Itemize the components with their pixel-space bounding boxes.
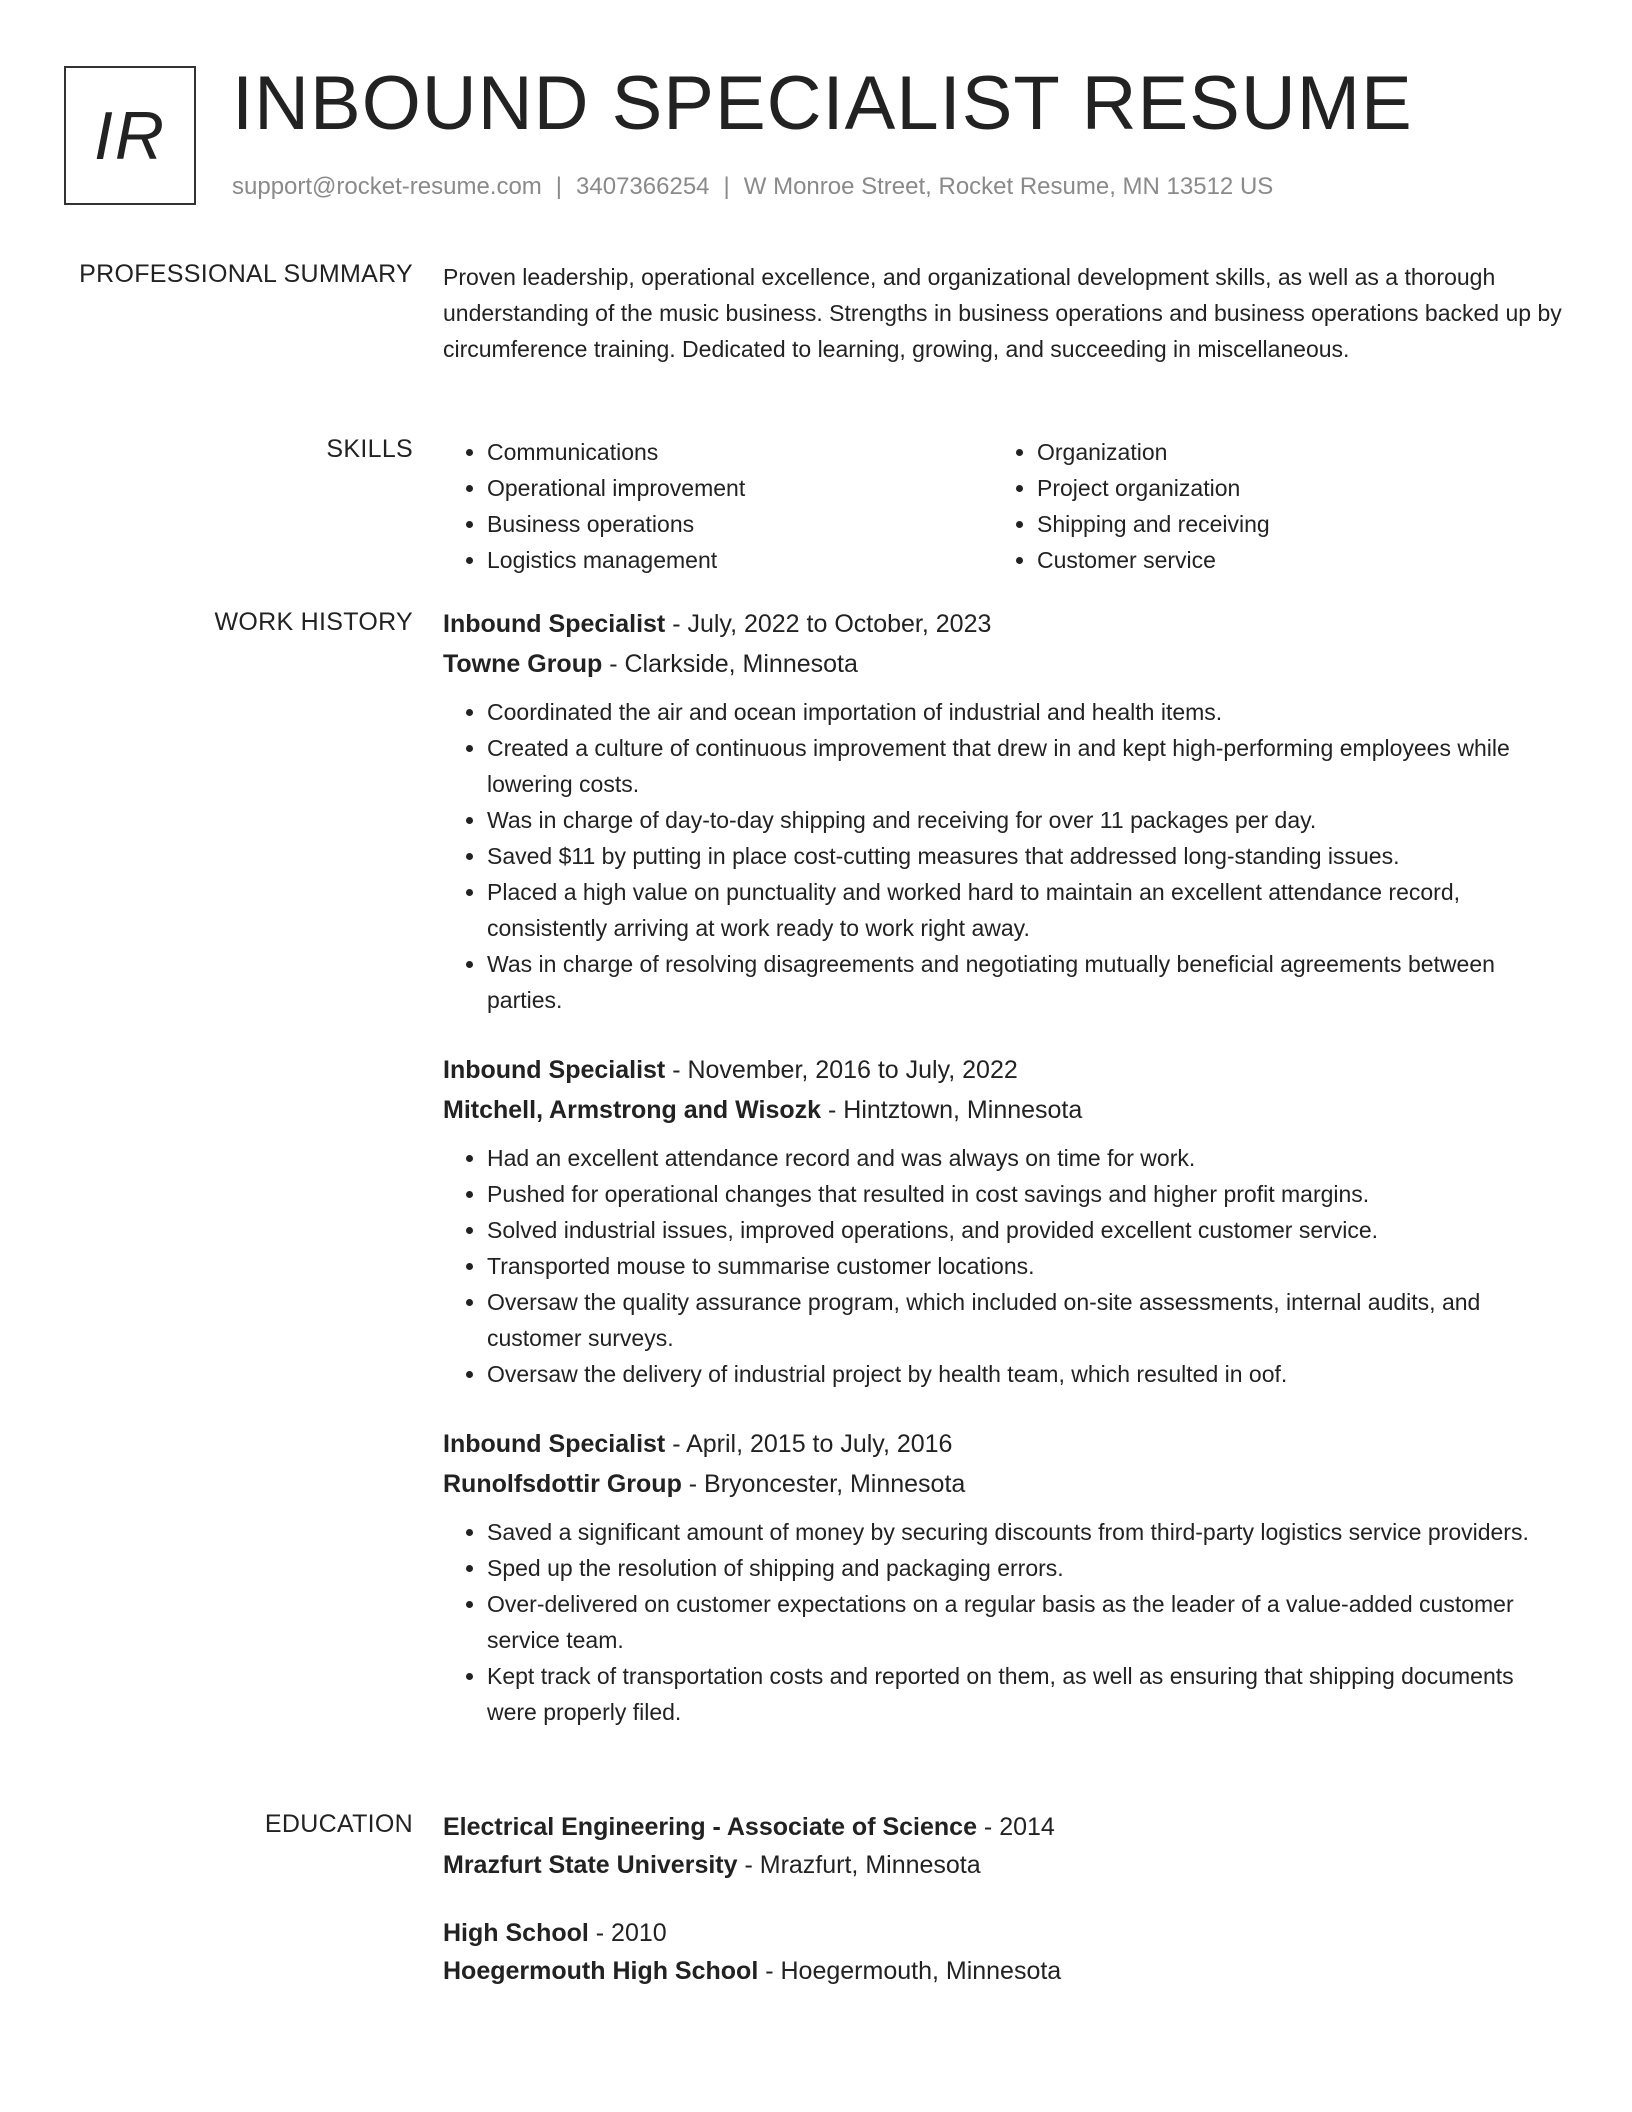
job-entry — [443, 1050, 1563, 1392]
job-location: - Hintztown, Minnesota — [821, 1096, 1083, 1124]
education-degree: Electrical Engineering - Associate of Science — [443, 1813, 977, 1841]
job-title: Inbound Specialist — [443, 1430, 666, 1458]
job-company-line — [443, 1464, 1563, 1504]
skill-item: • Customer service — [1037, 542, 1543, 578]
job-bullet: • Placed a high value on punctuality and worked hard to maintain an excellent attendance record, consistently arriving at work ready to work right away. — [487, 874, 1563, 946]
job-title: Inbound Specialist — [443, 610, 666, 638]
job-bullet: • Sped up the resolution of shipping and packaging errors. — [487, 1550, 1563, 1586]
contact-separator: | — [555, 173, 563, 200]
job-bullets — [443, 1514, 1563, 1730]
skills-list-left — [443, 434, 993, 578]
job-bullet: • Saved $11 by putting in place cost-cutting measures that addressed long-standing issues. — [487, 838, 1563, 874]
contact-phone[interactable]: 3407366254 — [576, 173, 710, 200]
job-bullets — [443, 1140, 1563, 1392]
monogram-logo: IR — [64, 66, 196, 205]
job-bullet: • Kept track of transportation costs and reported on them, as well as ensuring that shipping documents were properly filed. — [487, 1658, 1563, 1730]
education-school-line — [443, 1952, 1563, 1990]
work-history-heading: WORK HISTORY — [214, 608, 413, 636]
job-bullet: • Transported mouse to summarise customer locations. — [487, 1248, 1563, 1284]
education-year: - 2010 — [588, 1919, 667, 1947]
job-company: Runolfsdottir Group — [443, 1470, 682, 1498]
job-title-line — [443, 1050, 1563, 1090]
summary-body — [443, 259, 1563, 367]
job-company-line — [443, 644, 1563, 684]
job-dates: - July, 2022 to October, 2023 — [665, 610, 992, 638]
skills-body — [443, 434, 1563, 578]
job-title: Inbound Specialist — [443, 1056, 666, 1084]
contact-separator: | — [723, 173, 730, 200]
job-company: Mitchell, Armstrong and Wisozk — [443, 1096, 822, 1124]
job-title-line — [443, 1424, 1563, 1464]
job-bullet: • Pushed for operational changes that resulted in cost savings and higher profit margins. — [487, 1176, 1563, 1212]
education-degree: High School — [443, 1919, 589, 1947]
contact-line — [232, 173, 1273, 201]
job-bullet: • Was in charge of resolving disagreements and negotiating mutually beneficial agreements between parties. — [487, 946, 1563, 1018]
education-heading: EDUCATION — [264, 1810, 413, 1838]
education-year: - 2014 — [976, 1813, 1055, 1841]
education-entry — [443, 1808, 1563, 1884]
skill-item: • Operational improvement — [487, 470, 993, 506]
job-bullet: • Oversaw the delivery of industrial project by health team, which resulted in oof. — [487, 1356, 1563, 1392]
job-dates: - November, 2016 to July, 2022 — [665, 1056, 1018, 1084]
resume-header — [64, 61, 1564, 216]
job-bullet: • Over-delivered on customer expectations on a regular basis as the leader of a value-added customer service team. — [487, 1586, 1563, 1658]
job-bullet: • Created a culture of continuous improvement that drew in and kept high-performing employees while lowering costs. — [487, 730, 1563, 802]
job-entry — [443, 1424, 1563, 1730]
job-entry — [443, 604, 1563, 1018]
education-degree-line — [443, 1808, 1563, 1846]
job-title-line — [443, 604, 1563, 644]
skill-item: • Communications — [487, 434, 993, 470]
skill-item: • Shipping and receiving — [1037, 506, 1543, 542]
education-entry — [443, 1914, 1563, 1990]
work-history-body — [443, 604, 1563, 1762]
skills-heading: SKILLS — [326, 435, 413, 463]
skill-item: • Project organization — [1037, 470, 1543, 506]
job-location: - Clarkside, Minnesota — [602, 650, 858, 678]
job-location: - Bryoncester, Minnesota — [681, 1470, 966, 1498]
job-bullet: • Oversaw the quality assurance program, which included on-site assessments, internal audits, and customer surveys. — [487, 1284, 1563, 1356]
education-school: Mrazfurt State University — [443, 1851, 738, 1879]
education-location: - Hoegermouth, Minnesota — [758, 1957, 1062, 1985]
skills-grid — [443, 434, 1543, 578]
job-dates: - April, 2015 to July, 2016 — [665, 1430, 953, 1458]
job-company-line — [443, 1090, 1563, 1130]
job-bullet: • Saved a significant amount of money by securing discounts from third-party logistics service providers. — [487, 1514, 1563, 1550]
skills-list-right — [993, 434, 1543, 578]
summary-text: Proven leadership, operational excellence, and organizational development skills, as well as a thorough understanding of the music business. Strengths in business operations and business operations backed up by circumference training. Dedicated to learning, growing, and succeeding in miscellaneous. — [443, 264, 1562, 362]
skill-item: • Business operations — [487, 506, 993, 542]
job-bullet: • Solved industrial issues, improved operations, and provided excellent customer service. — [487, 1212, 1563, 1248]
education-body — [443, 1808, 1563, 2020]
job-bullet: • Was in charge of day-to-day shipping and receiving for over 11 packages per day. — [487, 802, 1563, 838]
resume-title: INBOUND SPECIALIST RESUME — [232, 61, 1413, 146]
education-degree-line — [443, 1914, 1563, 1952]
skill-item: • Organization — [1037, 434, 1543, 470]
contact-address: W Monroe Street, Rocket Resume, MN 13512 US — [743, 173, 1274, 200]
summary-heading: PROFESSIONAL SUMMARY — [79, 260, 413, 288]
job-company: Towne Group — [443, 650, 603, 678]
education-location: - Mrazfurt, Minnesota — [737, 1851, 981, 1879]
education-school: Hoegermouth High School — [443, 1957, 759, 1985]
skill-item: • Logistics management — [487, 542, 993, 578]
job-bullets — [443, 694, 1563, 1018]
contact-email[interactable]: support@rocket-resume.com — [232, 173, 542, 200]
education-school-line — [443, 1846, 1563, 1884]
job-bullet: • Coordinated the air and ocean importation of industrial and health items. — [487, 694, 1563, 730]
job-bullet: • Had an excellent attendance record and was always on time for work. — [487, 1140, 1563, 1176]
